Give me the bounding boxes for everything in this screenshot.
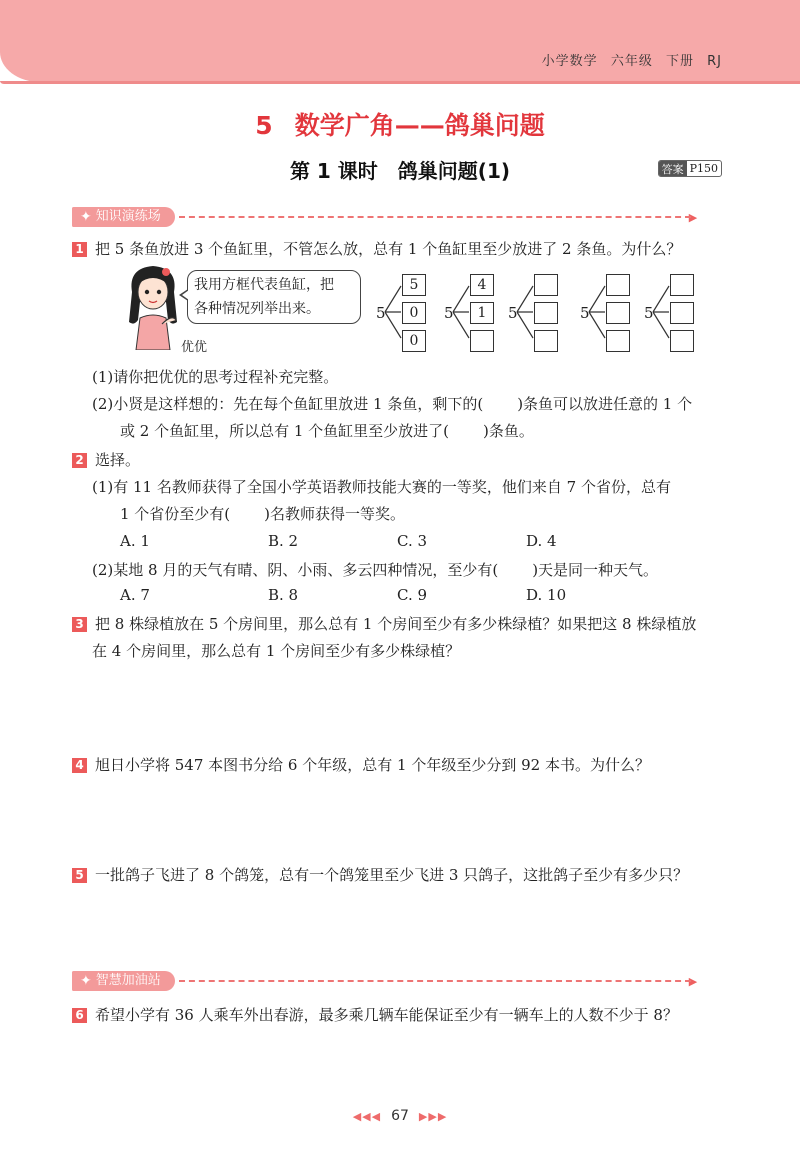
- unit-name: 数学广角——鸽巢问题: [294, 111, 545, 140]
- question-number: 3: [72, 617, 87, 632]
- header-band: [0, 0, 800, 82]
- section-banner-challenge: [72, 970, 697, 992]
- option-a[interactable]: A. 1: [120, 532, 150, 550]
- question-number: 1: [72, 242, 87, 257]
- branch-lines: [652, 280, 672, 340]
- part-text: )条鱼可以放进任意的 1 个: [517, 395, 693, 413]
- dashed-divider: [179, 980, 691, 982]
- character-name: 优优: [181, 340, 208, 355]
- answer-page: P150: [689, 162, 718, 175]
- fish-tank-box: [470, 330, 494, 352]
- part-text: )条鱼。: [483, 422, 534, 440]
- question-text: 旭日小学将 547 本图书分给 6 个年级，总有 1 个年级至少分到 92 本书。为什么？: [95, 756, 650, 774]
- section-badge: [72, 207, 175, 227]
- arrow-right-icon: ▶: [688, 974, 698, 988]
- question-4: [72, 754, 650, 775]
- part-text: (2)某地 8 月的天气有晴、阴、小雨、多云四种情况，至少有(: [92, 561, 499, 579]
- bubble-line: 我用方框代表鱼缸，把: [194, 277, 334, 293]
- question-3: [72, 613, 696, 634]
- dashed-divider: [179, 216, 691, 218]
- fish-tank-box: 0: [402, 330, 426, 352]
- question-6: [72, 1004, 678, 1025]
- option-c[interactable]: C. 9: [397, 586, 428, 604]
- question-1-part-2-cont: [120, 420, 534, 441]
- part-text: 或 2 个鱼缸里，所以总有 1 个鱼缸里至少放进了(: [120, 422, 450, 440]
- option-d[interactable]: D. 4: [526, 532, 557, 550]
- part-text: (2)小贤是这样想的：先在每个鱼缸里放进 1 条鱼，剩下的(: [92, 395, 484, 413]
- fish-tank-box: [534, 330, 558, 352]
- page-number: 67: [391, 1108, 409, 1124]
- tree-total: 5: [644, 304, 654, 322]
- page-footer: [0, 1108, 800, 1124]
- question-1: [72, 238, 681, 259]
- answer-reference: [658, 160, 722, 177]
- question-text: 希望小学有 36 人乘车外出春游，最多乘几辆车能保证至少有一辆车上的人数不少于 8？: [95, 1006, 678, 1024]
- option-d[interactable]: D. 10: [526, 586, 567, 604]
- option-b[interactable]: B. 2: [268, 532, 299, 550]
- option-b[interactable]: B. 8: [268, 586, 299, 604]
- question-5: [72, 864, 688, 885]
- branch-lines: [588, 280, 608, 340]
- section-title-practice: 知识演练场: [95, 209, 161, 224]
- book-edition: RJ: [707, 54, 722, 69]
- bubble-line: 各种情况列举出来。: [194, 301, 320, 317]
- triangles-right-icon: ▶▶▶: [418, 1110, 448, 1123]
- lesson-title: 第 1 课时 鸽巢问题(1): [289, 159, 511, 183]
- part-text: )名教师获得一等奖。: [264, 505, 406, 523]
- question-1-part-2: [92, 393, 692, 414]
- book-grade: 六年级: [610, 54, 653, 69]
- question-number: 4: [72, 758, 87, 773]
- answer-label: 答案: [659, 161, 687, 177]
- tree-total: 5: [376, 304, 386, 322]
- fish-tank-box: [534, 274, 558, 296]
- question-text: 把 8 株绿植放在 5 个房间里，那么总有 1 个房间至少有多少株绿植？如果把这 8 株绿植放: [95, 615, 697, 633]
- option-a[interactable]: A. 7: [120, 586, 150, 604]
- tree-total: 5: [444, 304, 454, 322]
- fish-tank-box: 0: [402, 302, 426, 324]
- question-text: 一批鸽子飞进了 8 个鸽笼，总有一个鸽笼里至少飞进 3 只鸽子，这批鸽子至少有多少只？: [95, 866, 689, 884]
- triangles-left-icon: ◀◀◀: [352, 1110, 382, 1123]
- question-number: 6: [72, 1008, 87, 1023]
- tree-total: 5: [508, 304, 518, 322]
- distribution-tree: [376, 270, 436, 354]
- fish-tank-box: [606, 330, 630, 352]
- fish-tank-box: [670, 302, 694, 324]
- unit-title: [0, 106, 800, 142]
- question-1-part-1: (1)请你把优优的思考过程补充完整。: [92, 368, 339, 386]
- section-badge: [72, 971, 175, 991]
- question-2-part-1-cont: [120, 503, 405, 524]
- distribution-tree: [580, 270, 640, 354]
- part-text: )天是同一种天气。: [532, 561, 659, 579]
- question-2-part-2: [92, 559, 658, 580]
- girl-illustration: [122, 262, 184, 350]
- branch-lines: [452, 280, 472, 340]
- fish-tank-box: 1: [470, 302, 494, 324]
- star-icon: ✦: [80, 209, 92, 225]
- fish-tank-box: [670, 330, 694, 352]
- question-number: 5: [72, 868, 87, 883]
- star-icon: ✦: [80, 973, 92, 989]
- fish-tank-box: 4: [470, 274, 494, 296]
- option-c[interactable]: C. 3: [397, 532, 428, 550]
- fish-tank-box: 5: [402, 274, 426, 296]
- fish-tank-box: [606, 302, 630, 324]
- speech-bubble: [187, 270, 361, 324]
- question-text: 把 5 条鱼放进 3 个鱼缸里，不管怎么放，总有 1 个鱼缸里至少放进了 2 条鱼。为什么？: [95, 240, 682, 258]
- question-2: [72, 449, 140, 470]
- arrow-right-icon: ▶: [688, 210, 698, 224]
- distribution-tree: [508, 270, 568, 354]
- fish-tank-box: [670, 274, 694, 296]
- book-info: [534, 50, 722, 69]
- fish-tank-box: [534, 302, 558, 324]
- question-number: 2: [72, 453, 87, 468]
- branch-lines: [516, 280, 536, 340]
- distribution-tree: [444, 270, 504, 354]
- section-banner-practice: [72, 206, 697, 228]
- question-3-cont: 在 4 个房间里，那么总有 1 个房间至少有多少株绿植？: [92, 642, 461, 660]
- section-title-challenge: 智慧加油站: [95, 973, 161, 988]
- unit-number: 5: [255, 111, 273, 140]
- book-volume: 下册: [665, 54, 694, 69]
- book-subject: 小学数学: [541, 54, 598, 69]
- question-text: 选择。: [95, 451, 141, 469]
- part-text: 1 个省份至少有(: [120, 505, 231, 523]
- question-2-part-1: (1)有 11 名教师获得了全国小学英语教师技能大赛的一等奖，他们来自 7 个省份，总有: [92, 478, 671, 496]
- distribution-tree: [644, 270, 704, 354]
- branch-lines: [384, 280, 404, 340]
- tree-total: 5: [580, 304, 590, 322]
- fish-tank-box: [606, 274, 630, 296]
